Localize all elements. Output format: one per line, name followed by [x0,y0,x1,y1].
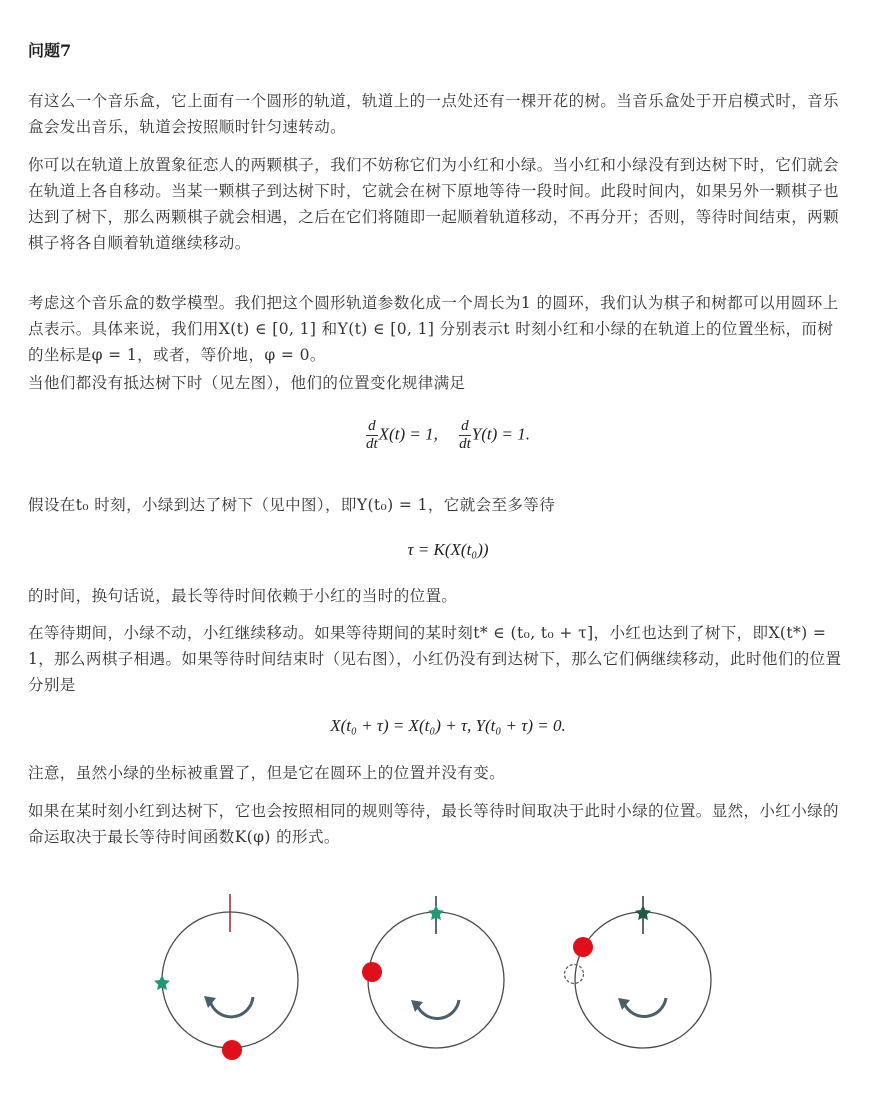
equation-tau: τ = K(X(t₀)) [407,540,489,559]
equation-positions: X(t₀ + τ) = X(t₀) + τ, Y(t₀ + τ) = 0. [330,716,566,735]
clockwise-arrow-icon [210,997,253,1017]
fraction-d-dt: $\frac{d}{dt}$ [459,418,471,452]
paragraph-waiting: 在等待期间，小绿不动，小红继续移动。如果等待期间的某时刻t* ∈ (t₀, t₀ + τ]，小红也达到了树下，即X(t*) = 1，那么两棋子相遇。如果等待时间结束时（见右图），小红仍没有到达树下，那么它们俩继续移动，此时他们的位置分别是 [28,624,842,694]
equation-derivatives: $\frac{d}{dt}$ X(t) = 1, $\frac{d}{dt}$ Y(t) = 1. [366,418,530,452]
red-piece-dot [362,962,382,982]
clockwise-arrow-icon [624,998,666,1016]
paragraph-wait-time: 的时间，换句话说，最长等待时间依赖于小红的当时的位置。 [28,587,458,605]
paragraph-green-arrives: 假设在t₀ 时刻，小绿到达了树下（见中图），即Y(t₀) = 1，它就会至多等待 [28,496,556,514]
diagrams-row [0,880,896,1080]
diagram-middle [345,880,535,1070]
paragraph-note: 注意，虽然小绿的坐标被重置了，但是它在圆环上的位置并没有变。 [28,764,506,782]
paragraph-pieces: 你可以在轨道上放置象征恋人的两颗棋子，我们不妨称它们为小红和小绿。当小红和小绿没有到达树下时，它们就会在轨道上各自移动。当某一颗棋子到达树下时，它就会在树下原地等待一段时间。此段时间内，如果另外一颗棋子也达到了树下，那么两颗棋子就会相遇，之后在它们将随即一起顺着轨道移动，不再分开；否则，等待时间结束，两颗棋子将各自顺着轨道继续移动。 [28,156,839,252]
red-previous-position-dashed [565,965,584,984]
arrow-head-icon [204,996,216,1008]
diagram-left [140,880,330,1070]
paragraph-conclusion: 如果在某时刻小红到达树下，它也会按照相同的规则等待，最长等待时间取决于此时小绿的位置。显然，小红小绿的命运取决于最长等待时间函数K(φ) 的形式。 [28,802,839,846]
paragraph-no-tree: 当他们都没有抵达树下时（见左图），他们的位置变化规律满足 [28,374,466,392]
red-piece-dot [573,937,593,957]
problem-title: 问题7 [28,41,72,60]
paragraph-intro: 有这么一个音乐盒，它上面有一个圆形的轨道，轨道上的一点处还有一棵开花的树。当音乐盒处于开启模式时，音乐盒会发出音乐，轨道会按照顺时针匀速转动。 [28,92,839,136]
paragraph-model: 考虑这个音乐盒的数学模型。我们把这个圆形轨道参数化成一个周长为1 的圆环，我们认为棋子和树都可以用圆环上点表示。具体来说，我们用X(t) ∈ [0, 1] 和Y(t) ∈ [0, 1] 分别表示t 时刻小红和小绿的在轨道上的位置坐标，而树的坐标是φ = 1，或者，等价地，φ = 0。 [28,294,839,364]
red-piece-dot [222,1040,242,1060]
fraction-d-dt: $\frac{d}{dt}$ [366,418,378,452]
track-circle [162,912,298,1048]
clockwise-arrow-icon [417,1000,459,1018]
diagram-right [550,880,740,1070]
